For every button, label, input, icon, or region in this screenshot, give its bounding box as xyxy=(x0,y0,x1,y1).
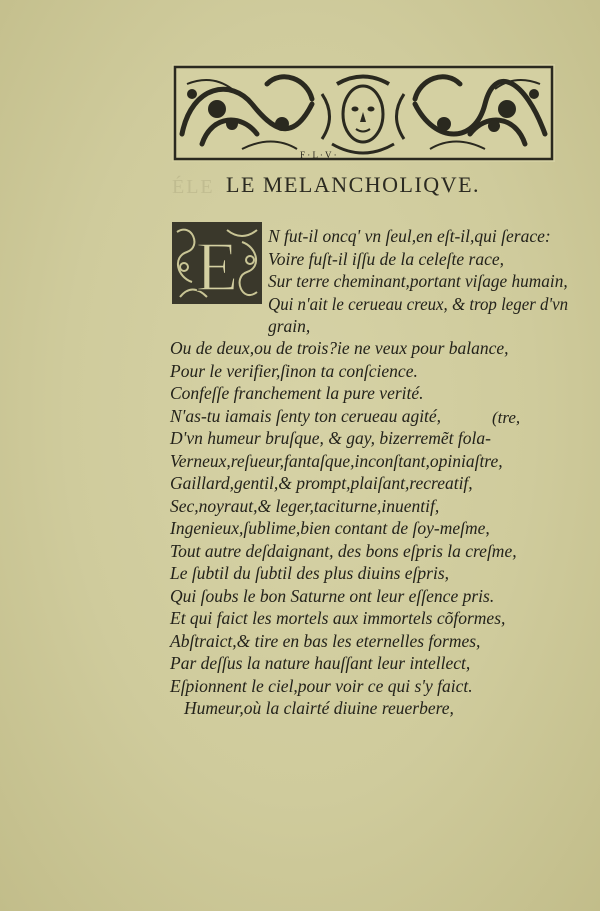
verse-line: Tout autre deſdaignant, des bons eſpris la creſme, xyxy=(170,541,517,561)
verse-line: Et qui faict les mortels aux immortels cõformes, xyxy=(170,608,506,628)
verse-line: Ingenieux,ſublime,bien contant de ſoy-meſme, xyxy=(170,518,490,538)
initial-letter: E xyxy=(195,229,239,304)
verse-line: N'as-tu iamais ſenty ton cerueau agité, xyxy=(170,406,442,426)
verse-line: Abſtraict,& tire en bas les eternelles formes, xyxy=(170,631,481,651)
verse-line: Ou de deux,ou de trois?ie ne veux pour balance, xyxy=(170,338,509,358)
decorated-initial-e xyxy=(172,222,262,304)
verse-line: Qui ſoubs le bon Saturne ont leur eſſence pris. xyxy=(170,586,495,606)
headpiece-letters: F · L · V · xyxy=(300,150,337,160)
verse-line: Voire fuſt-il iſſu de la celeſte race, xyxy=(268,249,505,269)
verse-line: N fut-il oncq' vn ſeul,en eſt-il,qui ſerace: xyxy=(268,226,551,246)
verse-line: Pour le verifier,ſinon ta conſcience. xyxy=(170,361,418,381)
show-through-text: ÉLE xyxy=(172,176,215,198)
verse-line: Eſpionnent le ciel,pour voir ce qui s'y faict. xyxy=(170,676,473,696)
margin-note: (tre, xyxy=(492,408,521,427)
verse-line: Par deſſus la nature hauſſant leur intellect, xyxy=(170,653,471,673)
verse-line: Sec,noyraut,& leger,taciturne,inuentif, xyxy=(170,496,440,516)
verse-line: Humeur,où la clairté diuine reuerbere, xyxy=(184,698,454,718)
verse-line: grain, xyxy=(268,316,311,336)
page-title: LE MELANCHOLIQVE. xyxy=(226,172,481,197)
verse-line: Le ſubtil du ſubtil des plus diuins eſpris, xyxy=(170,563,450,583)
verse-line: Gaillard,gentil,& prompt,plaiſant,recreatif, xyxy=(170,473,473,493)
verse-line: D'vn humeur bruſque, & gay, bizerremẽt fola- xyxy=(170,428,491,448)
verse-line: Qui n'ait le cerueau creux, & trop leger d'vn xyxy=(268,294,569,314)
verse-line: Verneux,reſueur,fantaſque,inconſtant,opiniaſtre, xyxy=(170,451,503,471)
ornamental-headpiece xyxy=(172,64,555,162)
verse-line: Sur terre cheminant,portant viſage humain, xyxy=(268,271,568,291)
verse-line: Confeſſe franchement la pure verité. xyxy=(170,383,424,403)
